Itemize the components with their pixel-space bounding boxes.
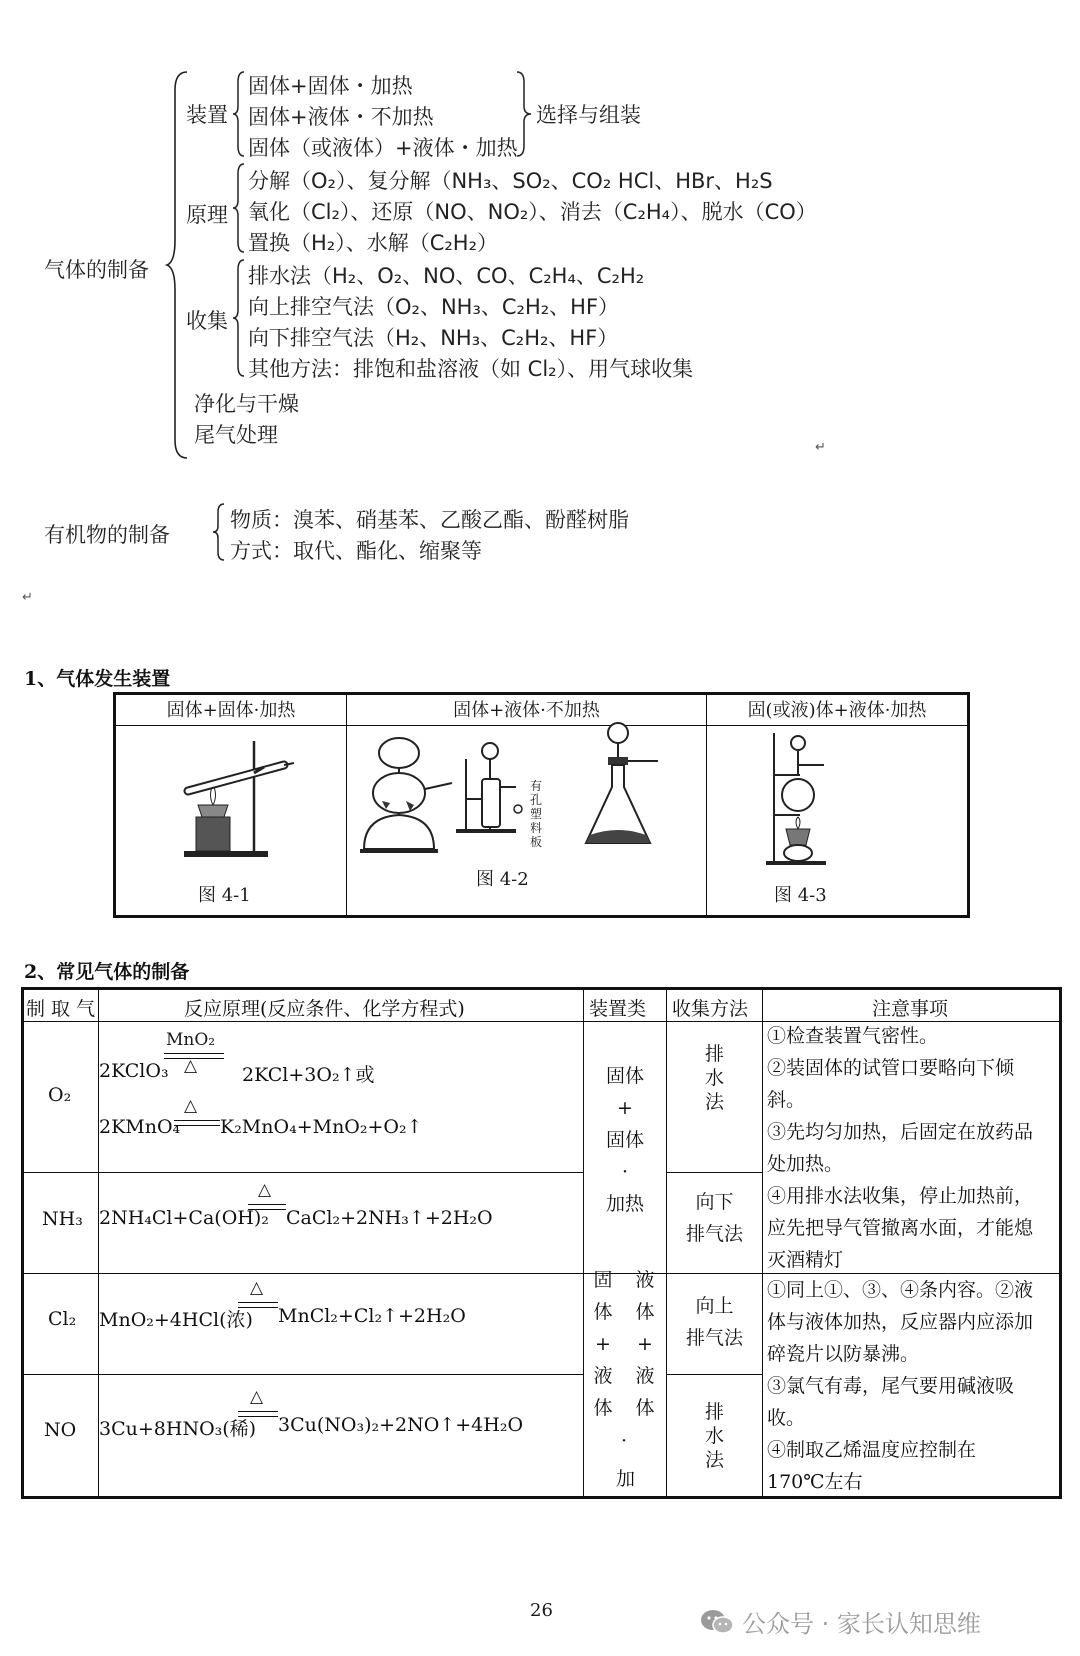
o2-eq2-sign — [174, 1120, 220, 1126]
device-type-2-left-5: 体 — [593, 1397, 613, 1419]
device-type-solid-solid — [584, 1060, 666, 1220]
nh3-cond-heat: △ — [258, 1180, 272, 1200]
page-number: 26 — [530, 1600, 553, 1621]
device-type-right — [629, 1264, 661, 1424]
device-type-1-line-1: 固体 — [605, 1065, 644, 1087]
device-result: 选择与组装 — [536, 103, 641, 127]
figure-caption-2: 图 4-2 — [476, 869, 529, 890]
collect-1-line-3: 法 — [704, 1091, 724, 1113]
collect-4-line-3: 法 — [704, 1449, 724, 1471]
note-2-line-6: ④制取乙烯温度应控制在 — [767, 1439, 977, 1461]
collect-line-3 — [666, 1374, 762, 1375]
device-type-2-left-1: 固 — [593, 1269, 613, 1291]
o2-cond-catalyst: MnO₂ — [166, 1030, 216, 1050]
collect-downward — [667, 1186, 762, 1250]
note-2-line-5: 收。 — [767, 1407, 806, 1429]
collect-2-line-2: 排气法 — [685, 1223, 743, 1245]
o2-eq1-right: 2KCl+3O₂↑或 — [242, 1064, 375, 1086]
no-eq-right: 3Cu(NO₃)₂+2NO↑+4H₂O — [278, 1414, 524, 1436]
collect-line-1 — [666, 1172, 762, 1173]
principle-label: 原理 — [186, 203, 228, 227]
gas-o2: O₂ — [48, 1084, 72, 1106]
device-type-left — [587, 1264, 619, 1424]
collect-water-2 — [667, 1400, 762, 1472]
gas-cl2: Cl₂ — [48, 1308, 77, 1330]
nh3-eq-left: 2NH₄Cl+Ca(OH)₂ — [99, 1207, 269, 1229]
cl2-cond-heat: △ — [250, 1278, 264, 1298]
device-type-2-right-4: 液 — [635, 1365, 655, 1387]
device-type-1-line-4: · — [621, 1161, 629, 1183]
no-cond-heat: △ — [250, 1387, 264, 1407]
note-1-line-2: ②装固体的试管口要略向下倾 — [767, 1057, 1015, 1079]
device-type-2-right-5: 体 — [635, 1397, 655, 1419]
o2-eq2-right: K₂MnO₄+MnO₂+O₂↑ — [220, 1116, 423, 1138]
o2-eq1-left: 2KClO₃ — [99, 1060, 169, 1082]
device-type-2-heat: 加 — [616, 1468, 636, 1490]
header-device: 装置类 — [589, 998, 647, 1020]
principle-brace — [232, 162, 246, 254]
purify-label: 净化与干燥 — [194, 392, 299, 416]
o2-cond-heat-2: △ — [184, 1096, 198, 1116]
notes-block-2 — [767, 1274, 1033, 1498]
cl2-eq-left: MnO₂+4HCl(浓) — [99, 1309, 253, 1331]
app-col-1: 固体+固体·加热 — [116, 695, 346, 726]
note-1-line-7: 应先把导气管撤离水面，才能熄 — [767, 1217, 1034, 1239]
device-item-3: 固体（或液体）+液体・加热 — [248, 136, 518, 160]
collect-4-line-1: 排 — [704, 1401, 724, 1423]
gas-nh3: NH₃ — [42, 1208, 83, 1230]
note-2-line-2: 体与液体加热，反应器内应添加 — [767, 1311, 1034, 1333]
section1-title: 1、气体发生装置 — [24, 668, 171, 690]
note-2-line-7: 170℃左右 — [767, 1471, 863, 1493]
watermark — [700, 1604, 981, 1639]
device-label: 装置 — [186, 103, 228, 127]
collect-2-line-1: 向下 — [695, 1191, 734, 1213]
section2-title: 2、常见气体的制备 — [24, 961, 190, 983]
collect-item-1: 排水法（H₂、O₂、NO、CO、C₂H₄、C₂H₂ — [248, 264, 645, 288]
watermark-text: 公众号 · 家长认知思维 — [742, 1610, 981, 1638]
collect-3-line-2: 排气法 — [685, 1327, 743, 1349]
col-line-4 — [762, 990, 763, 1496]
flask-generator — [578, 715, 668, 855]
note-2-line-1: ①同上①、③、④条内容。②液 — [767, 1279, 1034, 1301]
note-1-line-6: ④用排水法收集，停止加热前， — [767, 1185, 1034, 1207]
collect-item-2: 向上排空气法（O₂、NH₃、C₂H₂、HF） — [248, 295, 620, 319]
device-type-1-line-2: + — [617, 1097, 633, 1119]
collect-4-line-2: 水 — [704, 1425, 724, 1447]
device-type-2-left-3: + — [595, 1333, 611, 1355]
note-1-line-3: 斜。 — [767, 1089, 806, 1111]
collect-brace — [232, 258, 246, 378]
row-line-1 — [24, 1172, 583, 1173]
device-type-2-right-3: + — [637, 1333, 653, 1355]
app-col-3: 固(或液)体+液体·加热 — [707, 695, 967, 726]
header-gas: 制 取 气 — [26, 998, 96, 1020]
note-1-line-5: 处加热。 — [767, 1153, 844, 1175]
app-divider-1 — [346, 695, 347, 915]
device-type-2-left-2: 体 — [593, 1301, 613, 1323]
figure-caption-1: 图 4-1 — [198, 885, 251, 906]
return-mark-2: ↵ — [22, 590, 33, 605]
device-item-1: 固体+固体・加热 — [248, 74, 413, 98]
collect-item-3: 向下排空气法（H₂、NH₃、C₂H₂、HF） — [248, 326, 619, 350]
header-principle: 反应原理(反应条件、化学方程式) — [184, 998, 465, 1020]
no-eq-left: 3Cu+8HNO₃(稀) — [99, 1418, 257, 1440]
return-mark: ↵ — [815, 440, 826, 455]
plate-label: 有孔塑料板 — [530, 779, 543, 849]
device-type-2-dot: · — [621, 1430, 628, 1452]
device-type-1-line-5: 加热 — [605, 1193, 644, 1215]
o2-cond-heat-1: △ — [184, 1056, 198, 1076]
device-type-2-right-1: 液 — [635, 1269, 655, 1291]
organic-item-2: 方式：取代、酯化、缩聚等 — [230, 539, 482, 563]
app-divider-2 — [706, 695, 707, 915]
kipp-generator — [354, 731, 464, 861]
device-right-brace — [515, 70, 535, 158]
notes-block-1 — [767, 1020, 1033, 1276]
organic-root-label: 有机物的制备 — [44, 523, 170, 547]
liquid-heating-apparatus — [764, 729, 864, 869]
solid-heating-apparatus — [166, 733, 296, 863]
o2-eq2-left: 2KMnO₄ — [99, 1116, 181, 1138]
organic-brace — [212, 502, 226, 562]
organic-item-1: 物质：溴苯、硝基苯、乙酸乙酯、酚醛树脂 — [230, 508, 629, 532]
gas-no: NO — [44, 1419, 77, 1441]
principle-item-3: 置换（H₂）、水解（C₂H₂） — [248, 231, 498, 255]
figure-caption-3: 图 4-3 — [774, 885, 827, 906]
device-type-2-right-2: 体 — [635, 1301, 655, 1323]
collect-item-4: 其他方法：排饱和盐溶液（如 Cl₂）、用气球收集 — [248, 357, 694, 381]
tailgas-label: 尾气处理 — [194, 423, 278, 447]
device-brace — [232, 70, 246, 158]
note-1-line-1: ①检查装置气密性。 — [767, 1025, 939, 1047]
note-1-line-4: ③先均匀加热，后固定在放药品 — [767, 1121, 1034, 1143]
principle-item-2: 氧化（Cl₂）、还原（NO、NO₂）、消去（C₂H₄）、脱水（CO） — [248, 200, 817, 224]
header-notes: 注意事项 — [872, 998, 949, 1020]
collect-upward — [667, 1290, 762, 1354]
gas-preparation-table — [21, 987, 1062, 1499]
wechat-icon — [700, 1608, 734, 1636]
note-2-line-3: 碎瓷片以防暴沸。 — [767, 1343, 920, 1365]
header-collect: 收集方法 — [672, 998, 749, 1020]
collect-3-line-1: 向上 — [695, 1295, 734, 1317]
collect-water-1 — [667, 1042, 762, 1114]
cl2-eq-right: MnCl₂+Cl₂↑+2H₂O — [278, 1305, 466, 1327]
apparatus-table — [113, 692, 970, 918]
collect-1-line-1: 排 — [704, 1043, 724, 1065]
device-type-1-line-3: 固体 — [605, 1129, 644, 1151]
nh3-eq-right: CaCl₂+2NH₃↑+2H₂O — [286, 1207, 493, 1229]
device-item-2: 固体+液体・不加热 — [248, 105, 434, 129]
gas-root-label: 气体的制备 — [44, 258, 149, 282]
row-line-3 — [24, 1374, 583, 1375]
principle-item-1: 分解（O₂）、复分解（NH₃、SO₂、CO₂ HCl、HBr、H₂S — [248, 169, 773, 193]
app-col-2: 固体+液体·不加热 — [347, 695, 706, 726]
note-1-line-8: 灭酒精灯 — [767, 1249, 844, 1271]
note-2-line-4: ③氯气有毒，尾气要用碱液吸 — [767, 1375, 1015, 1397]
collect-1-line-2: 水 — [704, 1067, 724, 1089]
collect-label: 收集 — [186, 309, 228, 333]
device-type-2-left-4: 液 — [593, 1365, 613, 1387]
